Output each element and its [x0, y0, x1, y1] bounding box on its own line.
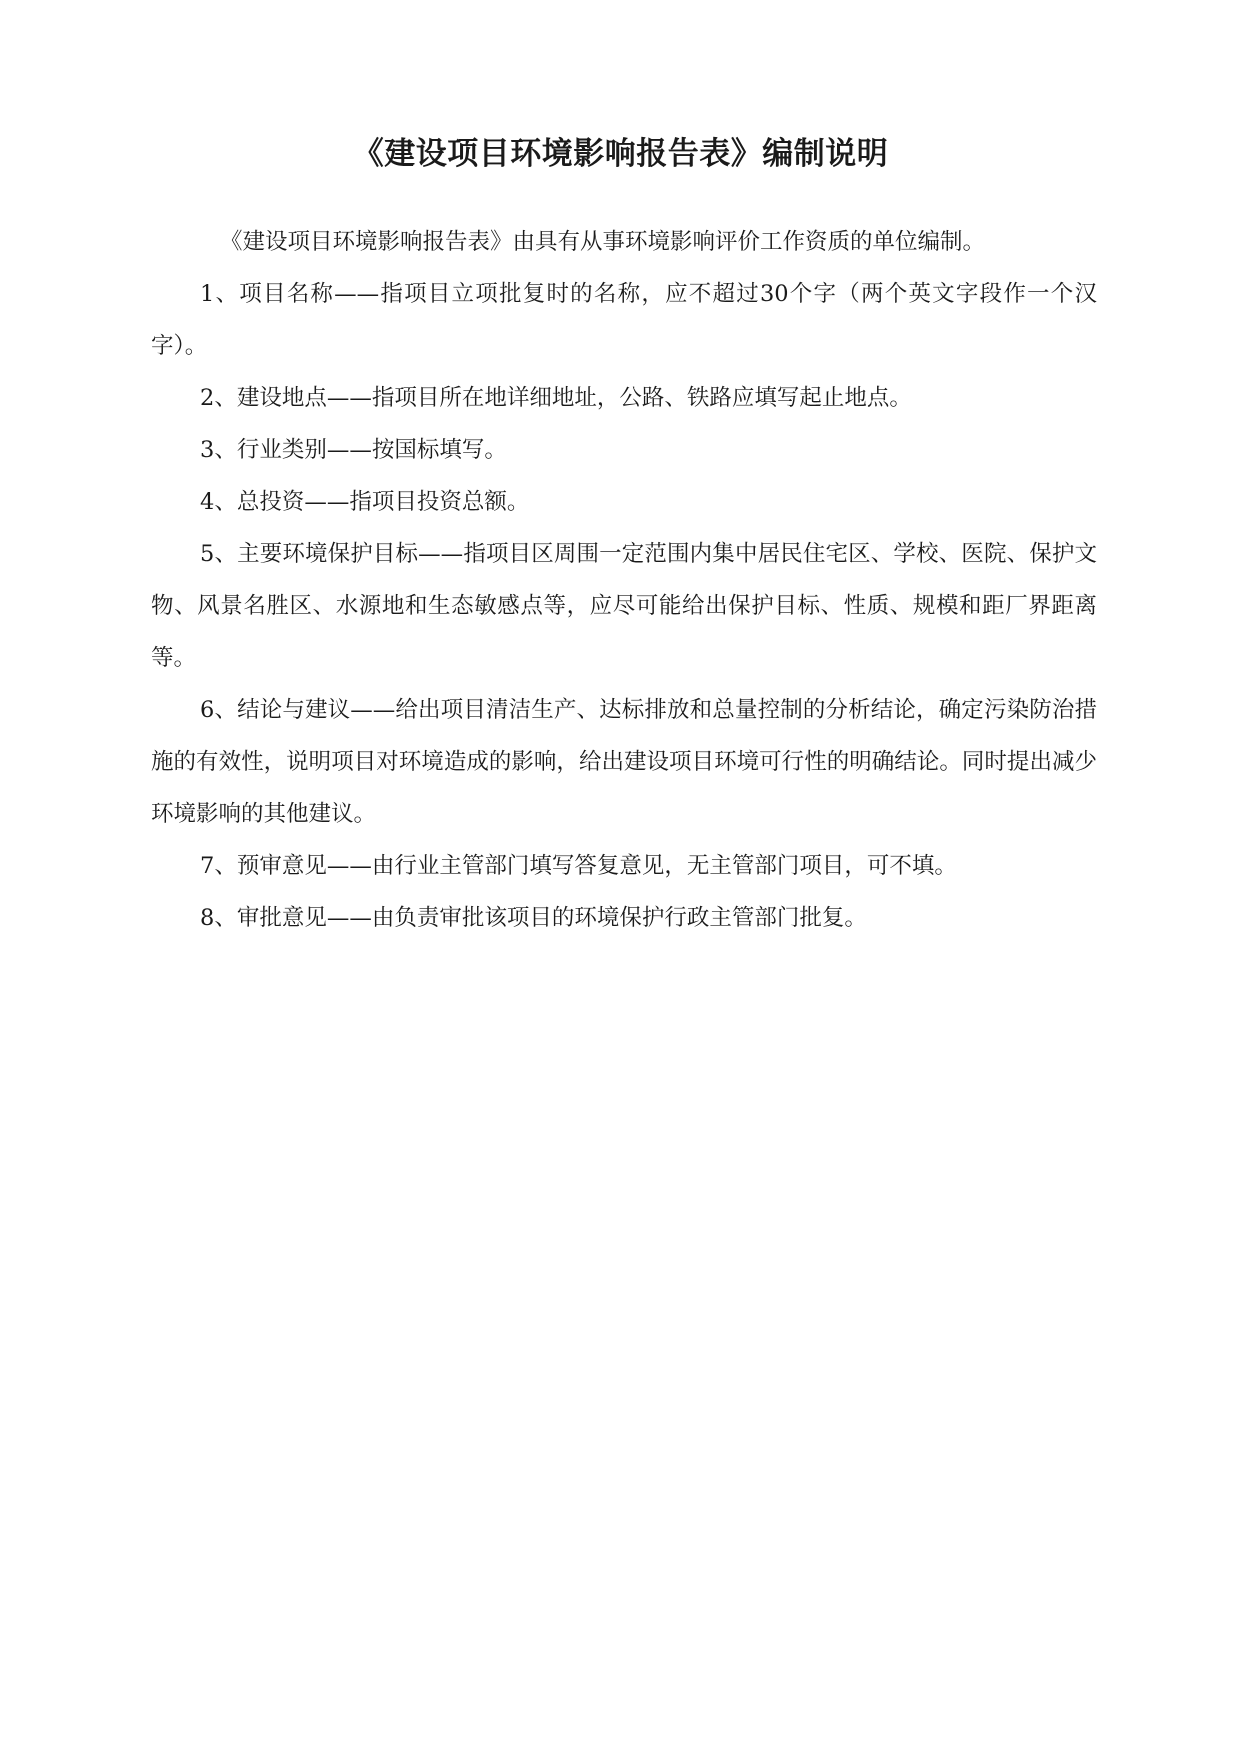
- document-title: 《建设项目环境影响报告表》编制说明: [352, 136, 889, 172]
- item-conclusions: 6、结论与建议——给出项目清洁生产、达标排放和总量控制的分析结论，确定污染防治措施的有效性，说明项目对环境造成的影响，给出建设项目环境可行性的明确结论。同时提出减少环境影响的其他建议。: [151, 697, 1097, 827]
- item-project-name: 1、项目名称——指项目立项批复时的名称，应不超过30个字（两个英文字段作一个汉字）。: [151, 281, 1097, 359]
- item-total-investment: 4、总投资——指项目投资总额。: [200, 489, 530, 515]
- item-pre-review: 7、预审意见——由行业主管部门填写答复意见，无主管部门项目，可不填。: [200, 853, 957, 879]
- item-industry-category: 3、行业类别——按国标填写。: [200, 437, 507, 463]
- item-protection-targets: 5、主要环境保护目标——指项目区周围一定范围内集中居民住宅区、学校、医院、保护文物、风景名胜区、水源地和生态敏感点等，应尽可能给出保护目标、性质、规模和距厂界距离等。: [151, 541, 1097, 671]
- item-construction-site: 2、建设地点——指项目所在地详细地址，公路、铁路应填写起止地点。: [200, 385, 912, 411]
- item-approval: 8、审批意见——由负责审批该项目的环境保护行政主管部门批复。: [200, 905, 867, 931]
- intro-paragraph: 《建设项目环境影响报告表》由具有从事环境影响评价工作资质的单位编制。: [220, 229, 986, 255]
- document-body: [151, 216, 1097, 944]
